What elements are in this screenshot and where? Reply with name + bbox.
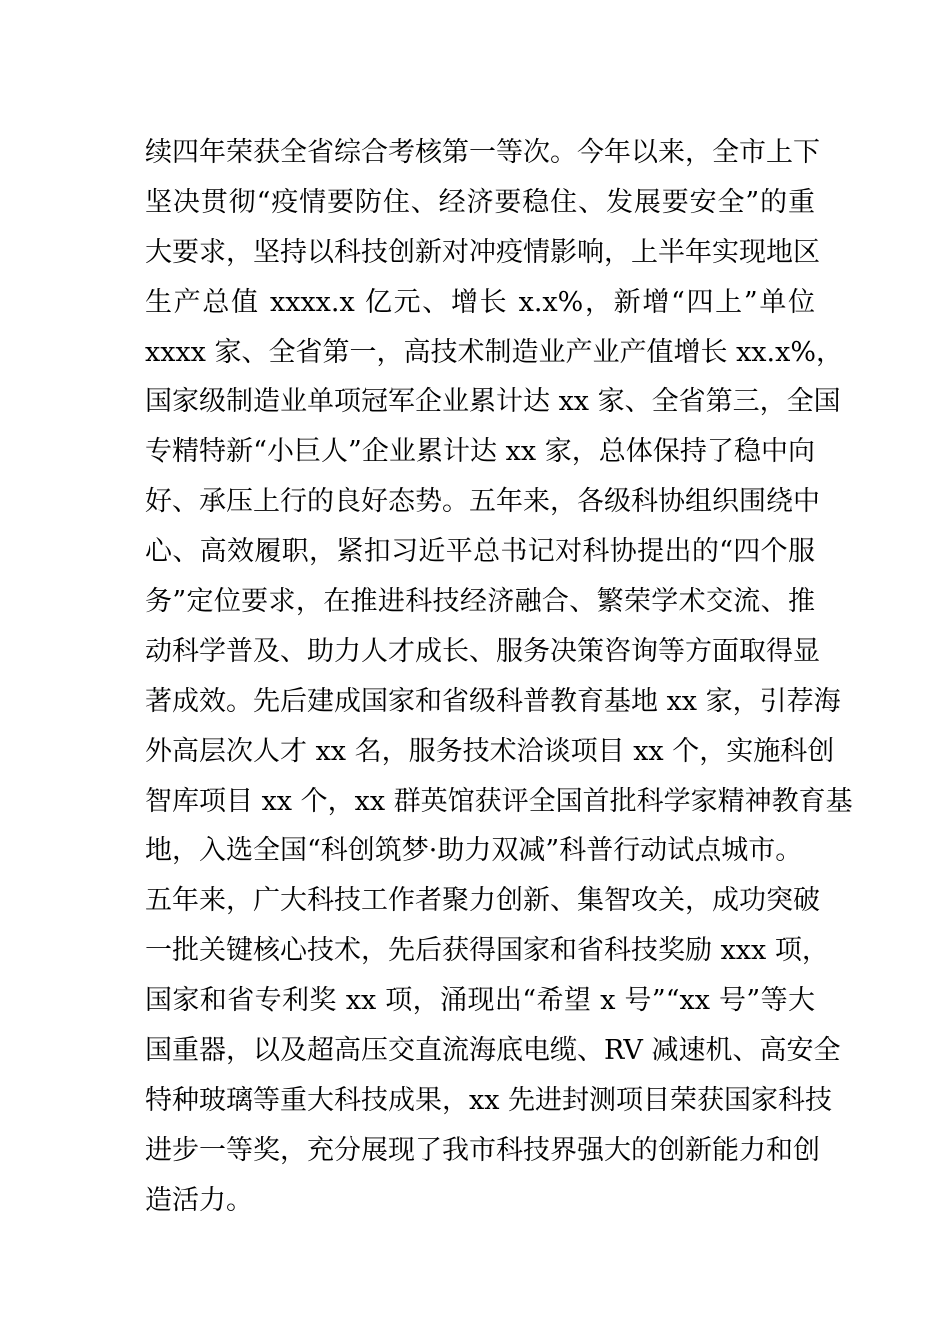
text-line: 特种玻璃等重大科技成果，xx 先进封测项目荣获国家科技 bbox=[145, 1084, 833, 1116]
text-line: 五年来，广大科技工作者聚力创新、集智攻关，成功突破 bbox=[145, 885, 820, 917]
text-line: 国家级制造业单项冠军企业累计达 xx 家、全省第三，全国 bbox=[145, 386, 841, 418]
text-line: xxxx 家、全省第一，高技术制造业产业产值增长 xx.x%， bbox=[145, 336, 843, 368]
body-paragraph bbox=[145, 128, 853, 1226]
text-line: 大要求，坚持以科技创新对冲疫情影响，上半年实现地区 bbox=[145, 236, 820, 268]
text-line: 一批关键核心技术，先后获得国家和省科技奖励 xxx 项， bbox=[145, 935, 829, 967]
text-line: 外高层次人才 xx 名，服务技术洽谈项目 xx 个，实施科创 bbox=[145, 735, 835, 767]
text-line: 务”定位要求，在推进科技经济融合、繁荣学术交流、推 bbox=[145, 586, 815, 618]
text-line: 智库项目 xx 个，xx 群英馆获评全国首批科学家精神教育基 bbox=[145, 785, 853, 817]
text-line: 国重器，以及超高压交直流海底电缆、RV 减速机、高安全 bbox=[145, 1035, 841, 1067]
text-line: 专精特新“小巨人”企业累计达 xx 家，总体保持了稳中向 bbox=[145, 436, 815, 468]
text-line: 进步一等奖，充分展现了我市科技界强大的创新能力和创 bbox=[145, 1134, 820, 1166]
text-line: 著成效。先后建成国家和省级科普教育基地 xx 家，引荐海 bbox=[145, 685, 841, 717]
text-line: 心、高效履职，紧扣习近平总书记对科协提出的“四个服 bbox=[145, 536, 815, 568]
text-line: 坚决贯彻“疫情要防住、经济要稳住、发展要安全”的重 bbox=[145, 186, 815, 218]
text-line: 国家和省专利奖 xx 项，涌现出“希望 x 号”“xx 号”等大 bbox=[145, 985, 815, 1017]
text-line: 好、承压上行的良好态势。五年来，各级科协组织围绕中 bbox=[145, 486, 820, 518]
text-line: 地，入选全国“科创筑梦·助力双减”科普行动试点城市。 bbox=[145, 835, 803, 867]
text-line: 动科学普及、助力人才成长、服务决策咨询等方面取得显 bbox=[145, 635, 820, 667]
text-line: 生产总值 xxxx.x 亿元、增长 x.x%，新增“四上”单位 bbox=[145, 286, 815, 318]
text-line: 续四年荣获全省综合考核第一等次。今年以来，全市上下 bbox=[145, 137, 820, 168]
text-line: 造活力。 bbox=[145, 1184, 253, 1216]
